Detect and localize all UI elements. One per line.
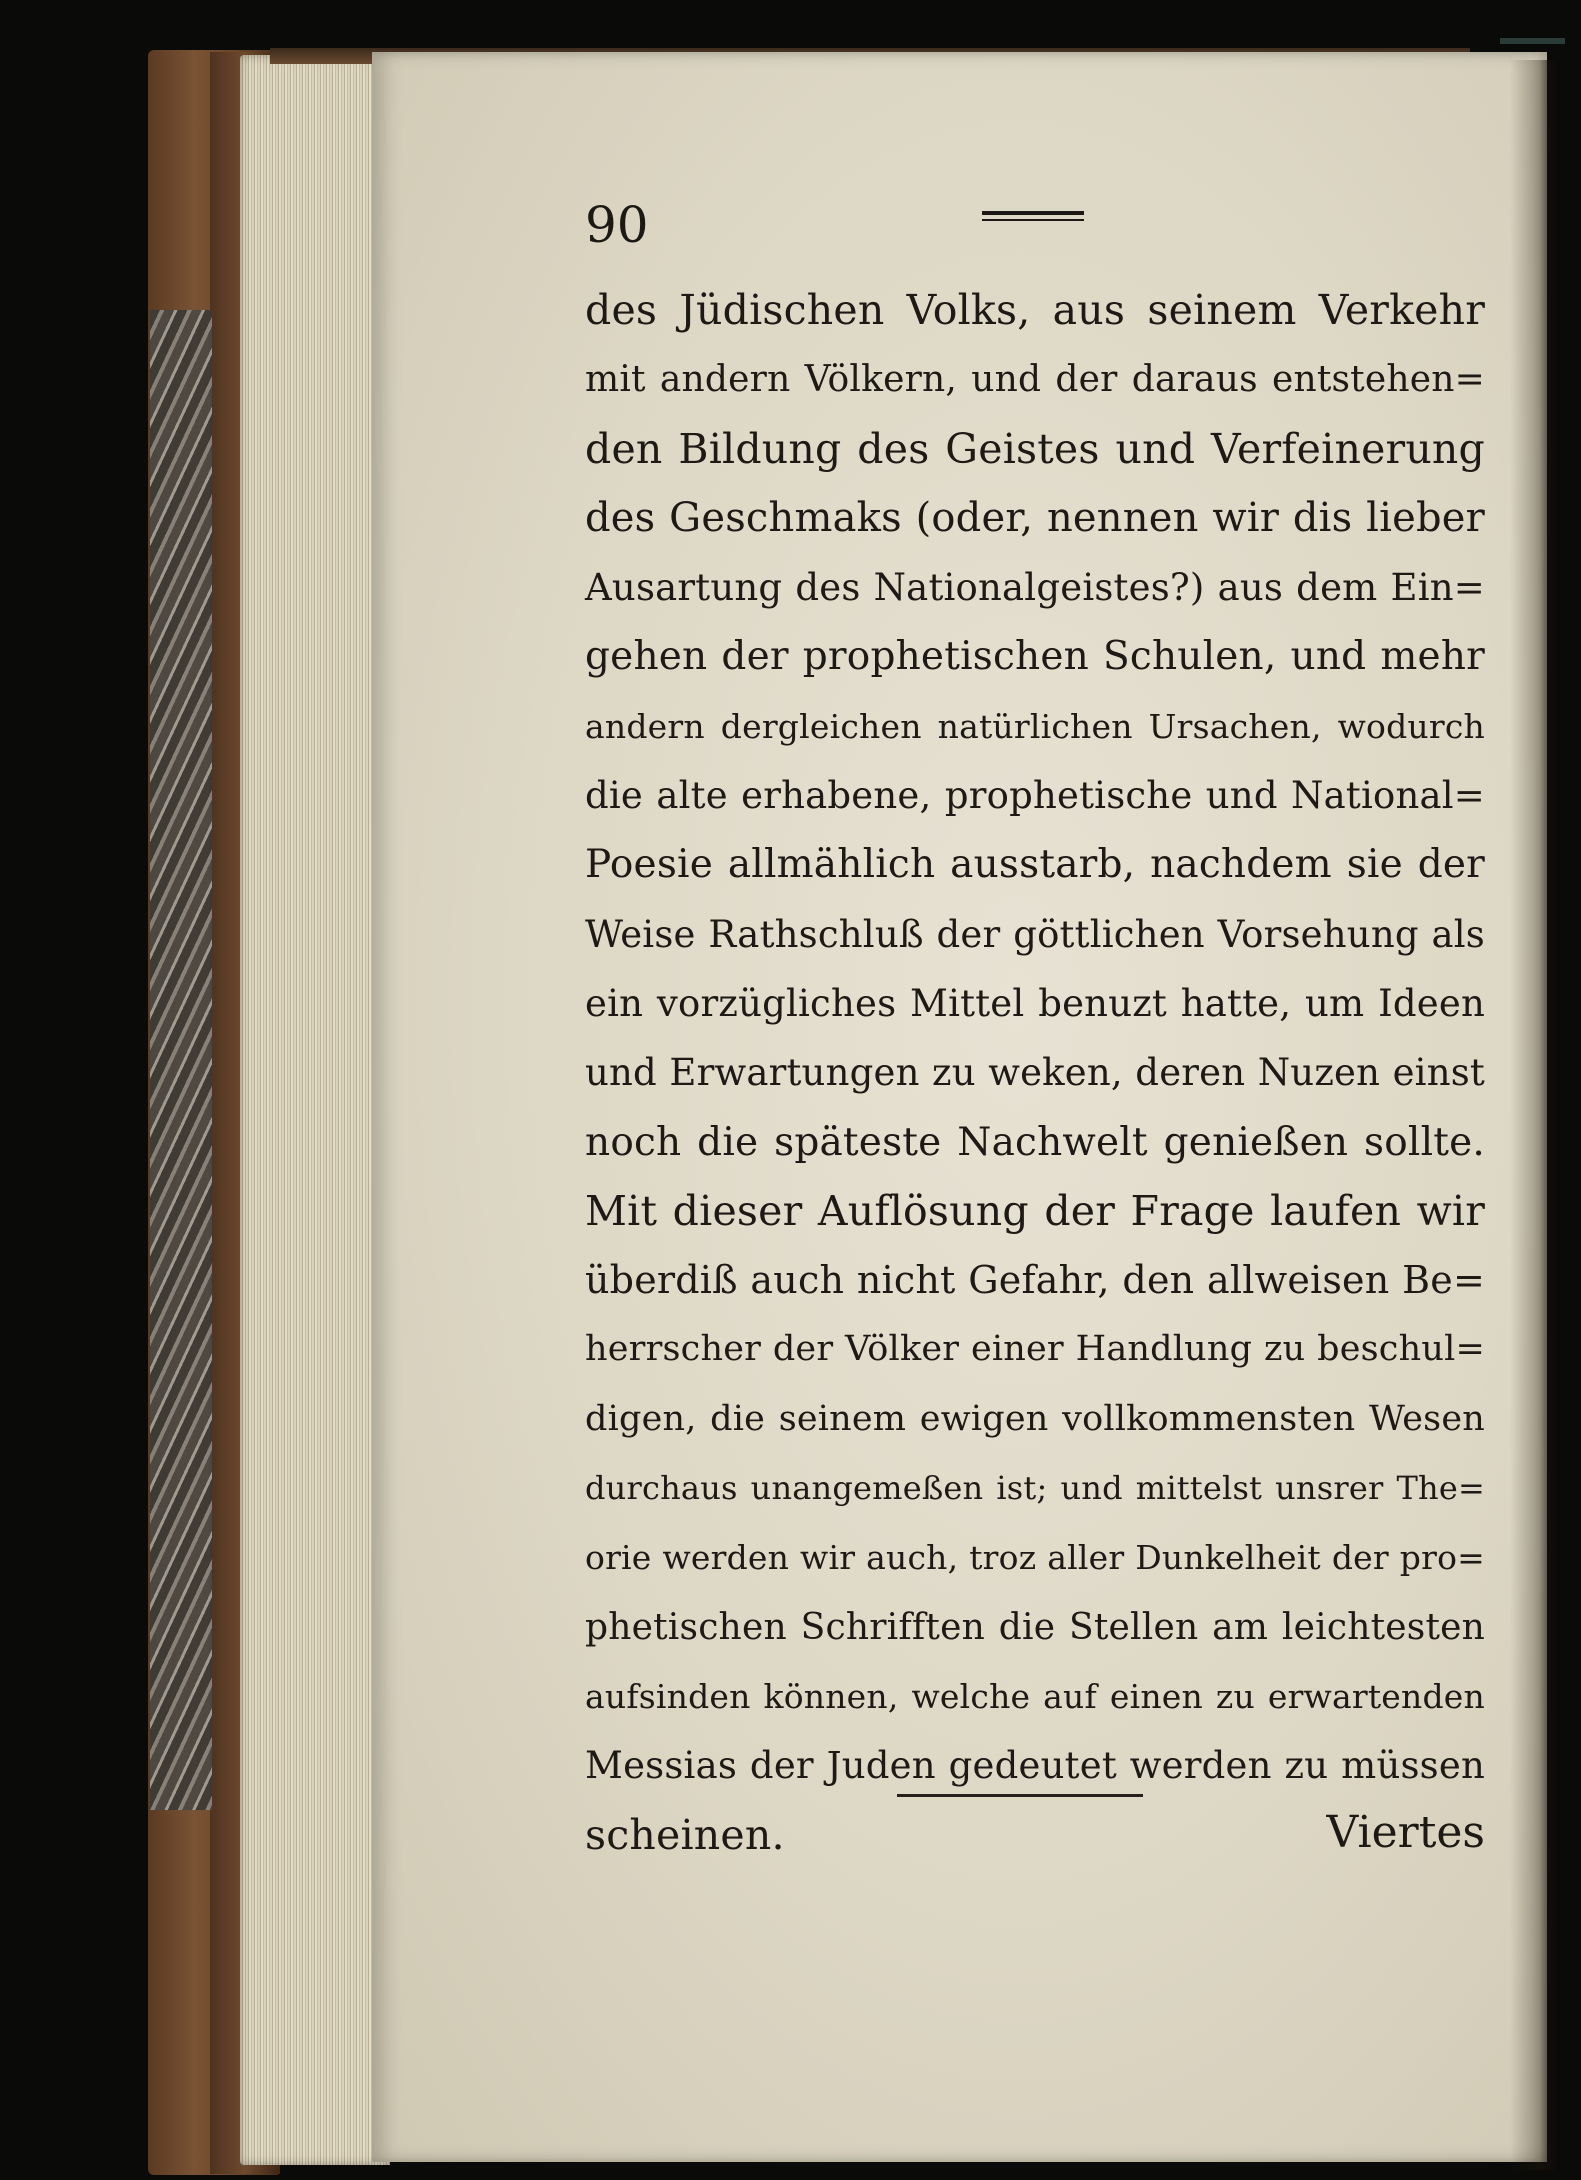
text-line: phetischen Schrifften die Stellen am leichtesten [585, 1606, 1485, 1648]
text-line: gehen der prophetischen Schulen, und mehr [585, 634, 1485, 680]
page-edges [240, 55, 390, 2165]
text-line-last: scheinen. [585, 1810, 785, 1859]
page-header [585, 195, 1485, 255]
text-line: Weise Rathschluß der göttlichen Vorsehung als [585, 912, 1485, 956]
gutter-shadow [1510, 60, 1560, 2170]
section-end-rule [897, 1794, 1143, 1797]
text-line: Ausartung des Nationalgeistes?) aus dem Ein= [585, 566, 1485, 610]
text-line: digen, die seinem ewigen vollkommensten Wesen [585, 1398, 1485, 1439]
text-line: die alte erhabene, prophetische und National= [585, 774, 1485, 818]
text-line: aufsinden können, welche auf einen zu erwartenden [585, 1676, 1485, 1716]
text-line: ein vorzügliches Mittel benuzt hatte, um Ideen [585, 981, 1485, 1025]
marbled-board [150, 310, 212, 1810]
text-line: orie werden wir auch, troz aller Dunkelheit der pro= [585, 1538, 1485, 1578]
text-line: des Jüdischen Volks, aus seinem Verkehr [585, 286, 1485, 334]
catchword: Viertes [1326, 1807, 1485, 1858]
page-number: 90 [585, 196, 649, 254]
text-line: herrscher der Völker einer Handlung zu beschul= [585, 1329, 1485, 1370]
body-text [585, 276, 1485, 1870]
text-line: mit andern Völkern, und der daraus entstehen= [585, 359, 1485, 401]
text-line: durchaus unangemeßen ist; und mittelst unsrer The= [585, 1469, 1485, 1508]
text-line: andern dergleichen natürlichen Ursachen, wodurch [585, 706, 1485, 746]
text-line: und Erwartungen zu weken, deren Nuzen einst [585, 1051, 1485, 1095]
text-line: den Bildung des Geistes und Verfeinerung [585, 424, 1485, 473]
text-line: überdiß auch nicht Gefahr, den allweisen Be= [585, 1258, 1485, 1303]
text-line: Poesie allmählich ausstarb, nachdem sie der [585, 842, 1485, 888]
text-line: noch die späteste Nachwelt genießen sollte. [585, 1119, 1485, 1165]
corner-mark [1500, 38, 1565, 44]
text-line: Messias der Juden gedeutet werden zu müssen [585, 1744, 1485, 1788]
text-line: Mit dieser Auflösung der Frage laufen wir [585, 1186, 1485, 1235]
text-line: des Geschmaks (oder, nennen wir dis lieber [585, 494, 1485, 541]
header-rule [982, 211, 1084, 221]
